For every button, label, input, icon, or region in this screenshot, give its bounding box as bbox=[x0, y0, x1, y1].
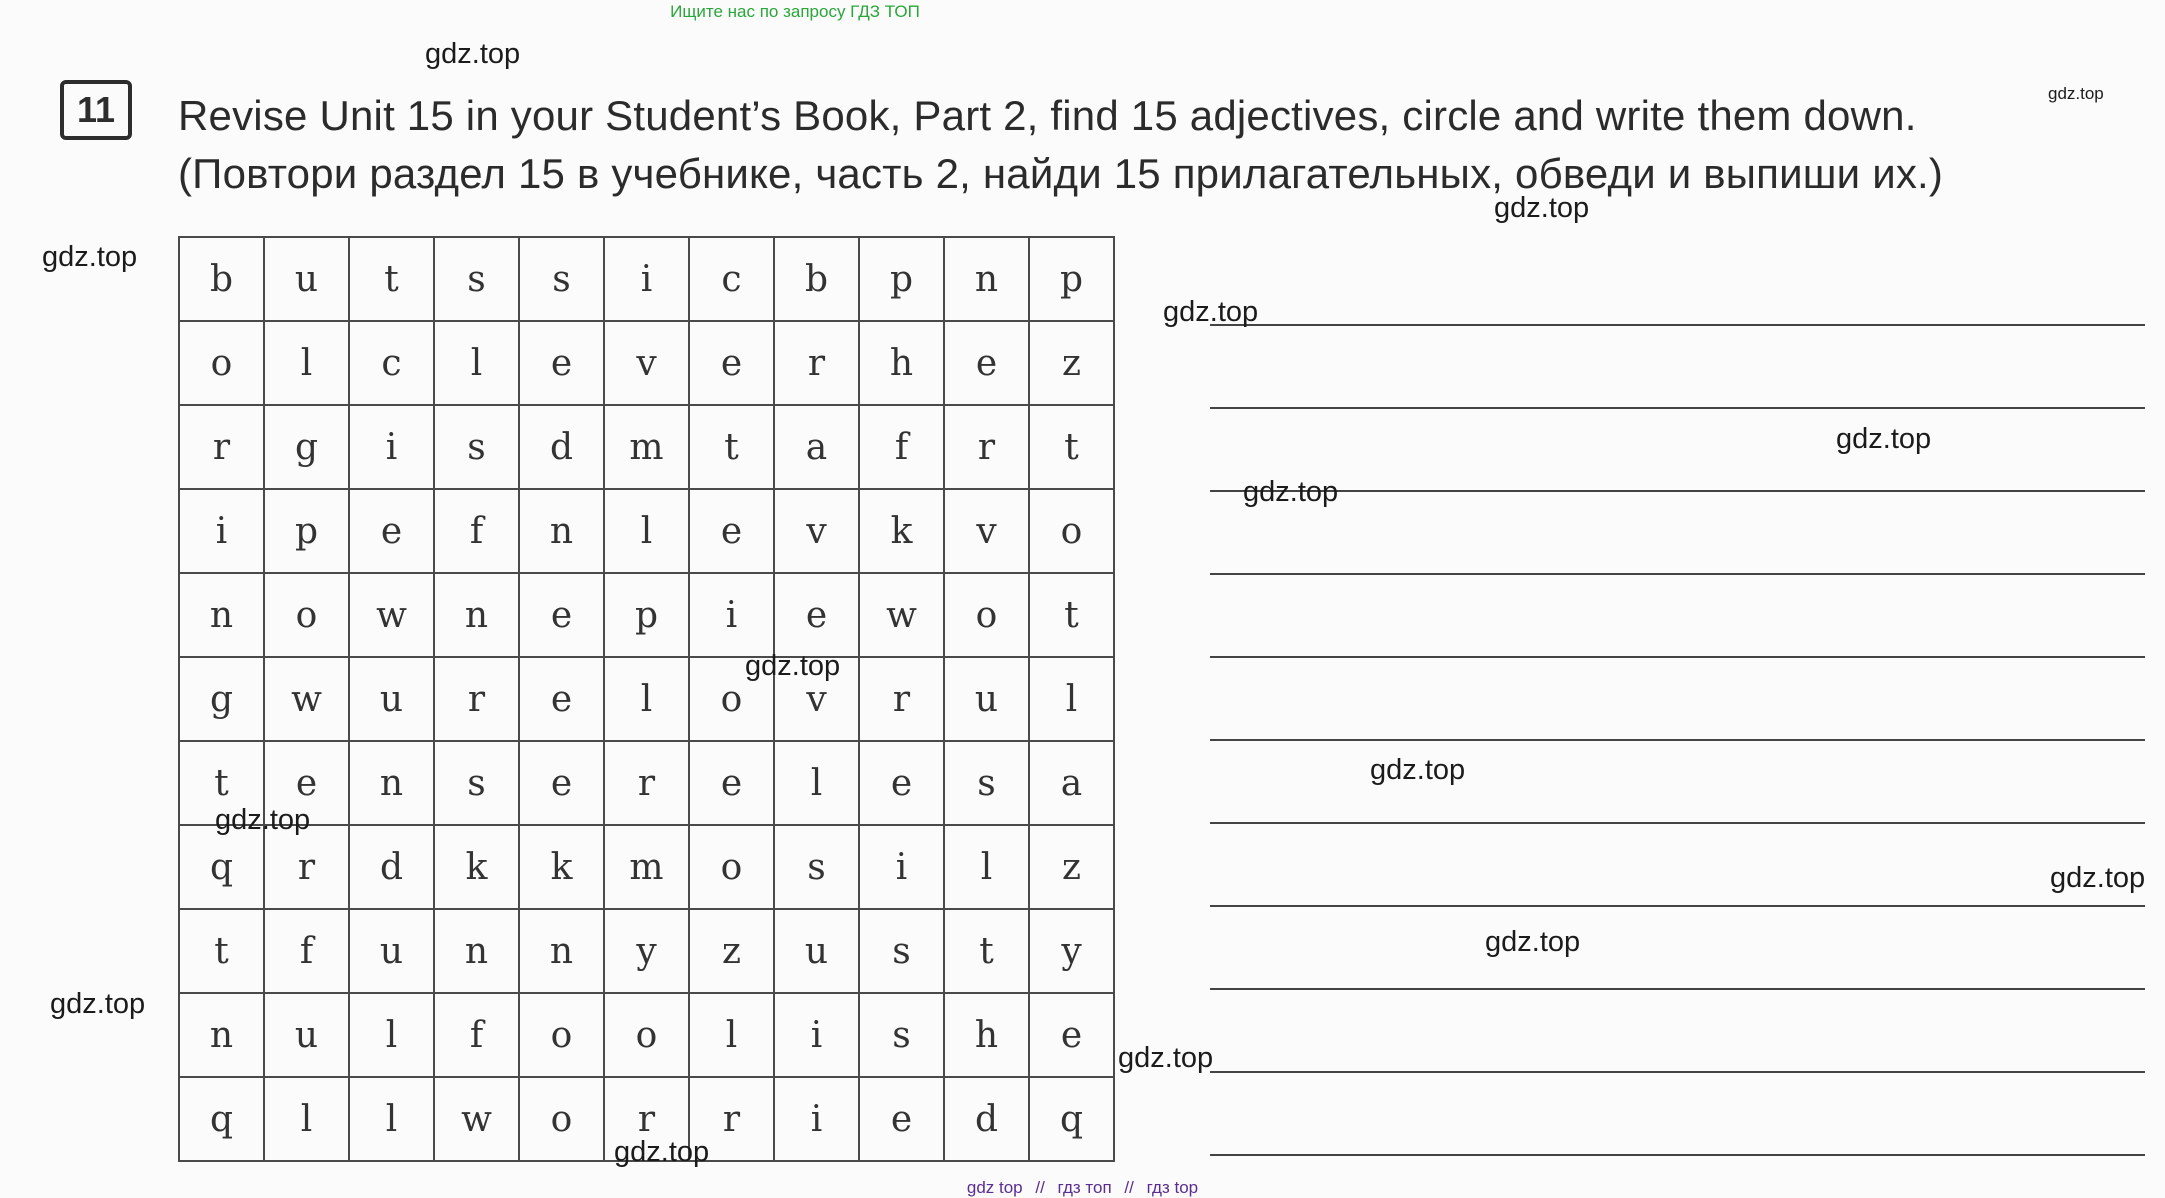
watermark: gdz.top bbox=[1118, 1042, 1214, 1074]
grid-letter-cell[interactable]: w bbox=[264, 657, 349, 741]
bottom-links bbox=[0, 1178, 2165, 1198]
grid-letter-cell[interactable]: u bbox=[264, 993, 349, 1077]
grid-letter-cell[interactable]: g bbox=[179, 657, 264, 741]
watermark: gdz.top bbox=[42, 241, 138, 273]
grid-letter-cell[interactable]: c bbox=[349, 321, 434, 405]
grid-letter-cell[interactable]: v bbox=[604, 321, 689, 405]
grid-letter-cell[interactable]: i bbox=[349, 405, 434, 489]
grid-letter-cell[interactable]: r bbox=[859, 657, 944, 741]
instruction-english: Revise Unit 15 in your Student’s Book, Part 2, find 15 adjectives, circle and write them down. bbox=[178, 92, 1917, 139]
grid-letter-cell[interactable]: s bbox=[774, 825, 859, 909]
grid-letter-cell[interactable]: e bbox=[519, 741, 604, 825]
grid-letter-cell[interactable]: p bbox=[1029, 237, 1114, 321]
grid-letter-cell[interactable]: v bbox=[774, 657, 859, 741]
grid-row bbox=[179, 405, 1114, 489]
grid-letter-cell[interactable]: s bbox=[519, 237, 604, 321]
grid-letter-cell[interactable]: l bbox=[604, 489, 689, 573]
grid-letter-cell[interactable]: s bbox=[859, 993, 944, 1077]
grid-letter-cell[interactable]: k bbox=[859, 489, 944, 573]
watermark: gdz.top bbox=[614, 1136, 710, 1168]
grid-letter-cell[interactable]: m bbox=[604, 825, 689, 909]
grid-letter-cell[interactable]: k bbox=[519, 825, 604, 909]
grid-letter-cell[interactable]: r bbox=[944, 405, 1029, 489]
grid-letter-cell[interactable]: l bbox=[434, 321, 519, 405]
grid-letter-cell[interactable]: f bbox=[859, 405, 944, 489]
watermark: gdz.top bbox=[1485, 926, 1581, 958]
grid-letter-cell[interactable]: o bbox=[944, 573, 1029, 657]
grid-letter-cell[interactable]: u bbox=[349, 657, 434, 741]
grid-letter-cell[interactable]: r bbox=[179, 405, 264, 489]
grid-letter-cell[interactable]: o bbox=[1029, 489, 1114, 573]
instruction-russian: (Повтори раздел 15 в учебнике, часть 2, найди 15 прилагательных, обведи и выпиши их.) bbox=[178, 150, 1944, 197]
grid-letter-cell[interactable]: i bbox=[179, 489, 264, 573]
grid-letter-cell[interactable]: r bbox=[604, 1077, 689, 1161]
grid-letter-cell[interactable]: t bbox=[1029, 573, 1114, 657]
grid-letter-cell[interactable]: l bbox=[689, 993, 774, 1077]
grid-letter-cell[interactable]: z bbox=[1029, 825, 1114, 909]
grid-row bbox=[179, 993, 1114, 1077]
grid-letter-cell[interactable]: u bbox=[944, 657, 1029, 741]
grid-letter-cell[interactable]: a bbox=[1029, 741, 1114, 825]
grid-letter-cell[interactable]: t bbox=[944, 909, 1029, 993]
grid-letter-cell[interactable]: n bbox=[349, 741, 434, 825]
grid-letter-cell[interactable]: s bbox=[859, 909, 944, 993]
answer-line[interactable] bbox=[1210, 739, 2145, 741]
grid-letter-cell[interactable]: e bbox=[774, 573, 859, 657]
bottom-separator: // bbox=[1124, 1178, 1134, 1197]
grid-letter-cell[interactable]: e bbox=[264, 741, 349, 825]
grid-row bbox=[179, 573, 1114, 657]
grid-letter-cell[interactable]: b bbox=[774, 237, 859, 321]
grid-row bbox=[179, 321, 1114, 405]
grid-letter-cell[interactable]: d bbox=[519, 405, 604, 489]
grid-letter-cell[interactable]: t bbox=[1029, 405, 1114, 489]
grid-letter-cell[interactable]: l bbox=[349, 993, 434, 1077]
grid-letter-cell[interactable]: o bbox=[604, 993, 689, 1077]
grid-letter-cell[interactable]: m bbox=[604, 405, 689, 489]
grid-letter-cell[interactable]: e bbox=[519, 321, 604, 405]
grid-letter-cell[interactable]: e bbox=[1029, 993, 1114, 1077]
answer-line[interactable] bbox=[1210, 1071, 2145, 1073]
grid-letter-cell[interactable]: n bbox=[434, 909, 519, 993]
grid-letter-cell[interactable]: w bbox=[434, 1077, 519, 1161]
grid-letter-cell[interactable]: l bbox=[1029, 657, 1114, 741]
grid-letter-cell[interactable]: t bbox=[349, 237, 434, 321]
grid-letter-cell[interactable]: l bbox=[944, 825, 1029, 909]
grid-letter-cell[interactable]: l bbox=[774, 741, 859, 825]
grid-letter-cell[interactable]: v bbox=[944, 489, 1029, 573]
grid-letter-cell[interactable]: l bbox=[264, 1077, 349, 1161]
grid-letter-cell[interactable]: o bbox=[689, 825, 774, 909]
grid-row bbox=[179, 825, 1114, 909]
grid-letter-cell[interactable]: r bbox=[774, 321, 859, 405]
grid-letter-cell[interactable]: l bbox=[604, 657, 689, 741]
grid-letter-cell[interactable]: e bbox=[519, 573, 604, 657]
grid-letter-cell[interactable]: s bbox=[434, 405, 519, 489]
grid-letter-cell[interactable]: s bbox=[944, 741, 1029, 825]
grid-row bbox=[179, 489, 1114, 573]
grid-letter-cell[interactable]: l bbox=[349, 1077, 434, 1161]
grid-letter-cell[interactable]: z bbox=[1029, 321, 1114, 405]
grid-letter-cell[interactable]: o bbox=[179, 321, 264, 405]
grid-letter-cell[interactable]: y bbox=[604, 909, 689, 993]
grid-letter-cell[interactable]: n bbox=[179, 993, 264, 1077]
task-number-badge: 11 bbox=[60, 80, 132, 140]
bottom-link[interactable]: гдз top bbox=[1146, 1178, 1199, 1197]
grid-letter-cell[interactable]: d bbox=[349, 825, 434, 909]
answer-line[interactable] bbox=[1210, 1154, 2145, 1156]
grid-letter-cell[interactable]: r bbox=[264, 825, 349, 909]
grid-letter-cell[interactable]: e bbox=[859, 1077, 944, 1161]
grid-letter-cell[interactable]: i bbox=[774, 1077, 859, 1161]
grid-row bbox=[179, 657, 1114, 741]
grid-letter-cell[interactable]: i bbox=[604, 237, 689, 321]
grid-letter-cell[interactable]: u bbox=[774, 909, 859, 993]
grid-letter-cell[interactable]: w bbox=[349, 573, 434, 657]
grid-letter-cell[interactable]: p bbox=[859, 237, 944, 321]
grid-letter-cell[interactable]: i bbox=[689, 573, 774, 657]
grid-letter-cell[interactable]: i bbox=[859, 825, 944, 909]
grid-letter-cell[interactable]: d bbox=[944, 1077, 1029, 1161]
grid-letter-cell[interactable]: v bbox=[774, 489, 859, 573]
grid-letter-cell[interactable]: g bbox=[264, 405, 349, 489]
grid-row bbox=[179, 741, 1114, 825]
watermark: gdz.top bbox=[1163, 296, 1259, 328]
grid-letter-cell[interactable]: y bbox=[1029, 909, 1114, 993]
grid-letter-cell[interactable]: o bbox=[264, 573, 349, 657]
answer-line[interactable] bbox=[1210, 407, 2145, 409]
grid-letter-cell[interactable]: r bbox=[689, 1077, 774, 1161]
watermark: gdz.top bbox=[1370, 754, 1466, 786]
grid-letter-cell[interactable]: k bbox=[434, 825, 519, 909]
grid-letter-cell[interactable]: n bbox=[519, 489, 604, 573]
grid-letter-cell[interactable]: e bbox=[349, 489, 434, 573]
grid-letter-cell[interactable]: s bbox=[434, 741, 519, 825]
answer-line[interactable] bbox=[1210, 490, 2145, 492]
grid-letter-cell[interactable]: w bbox=[859, 573, 944, 657]
grid-letter-cell[interactable]: t bbox=[179, 909, 264, 993]
grid-letter-cell[interactable]: a bbox=[774, 405, 859, 489]
grid-letter-cell[interactable]: r bbox=[434, 657, 519, 741]
grid-letter-cell[interactable]: f bbox=[434, 993, 519, 1077]
grid-letter-cell[interactable]: s bbox=[434, 237, 519, 321]
bottom-link[interactable]: гдз топ bbox=[1057, 1178, 1112, 1197]
grid-letter-cell[interactable]: t bbox=[689, 405, 774, 489]
watermark: gdz.top bbox=[1494, 192, 1590, 224]
watermark: gdz.top bbox=[425, 38, 521, 70]
grid-letter-cell[interactable]: q bbox=[1029, 1077, 1114, 1161]
grid-letter-cell[interactable]: h bbox=[859, 321, 944, 405]
grid-letter-cell[interactable]: h bbox=[944, 993, 1029, 1077]
grid-letter-cell[interactable]: f bbox=[434, 489, 519, 573]
grid-letter-cell[interactable]: o bbox=[689, 657, 774, 741]
answer-line[interactable] bbox=[1210, 573, 2145, 575]
grid-letter-cell[interactable]: i bbox=[774, 993, 859, 1077]
grid-letter-cell[interactable]: o bbox=[519, 993, 604, 1077]
watermark: gdz.top bbox=[1836, 423, 1932, 455]
grid-letter-cell[interactable]: e bbox=[944, 321, 1029, 405]
watermark: gdz.top bbox=[50, 988, 146, 1020]
grid-row bbox=[179, 909, 1114, 993]
grid-letter-cell[interactable]: e bbox=[859, 741, 944, 825]
grid-row bbox=[179, 237, 1114, 321]
watermark: gdz.top bbox=[2050, 862, 2146, 894]
grid-letter-cell[interactable]: z bbox=[689, 909, 774, 993]
watermark: gdz.top bbox=[215, 804, 311, 836]
answer-line[interactable] bbox=[1210, 905, 2145, 907]
grid-letter-cell[interactable]: e bbox=[689, 321, 774, 405]
grid-letter-cell[interactable]: t bbox=[179, 741, 264, 825]
watermark: gdz.top bbox=[1243, 476, 1339, 508]
watermark: gdz.top bbox=[745, 650, 841, 682]
grid-letter-cell[interactable]: e bbox=[519, 657, 604, 741]
bottom-link[interactable]: gdz top bbox=[966, 1178, 1023, 1197]
grid-letter-cell[interactable]: n bbox=[179, 573, 264, 657]
grid-letter-cell[interactable]: e bbox=[689, 489, 774, 573]
grid-letter-cell[interactable]: n bbox=[944, 237, 1029, 321]
grid-letter-cell[interactable]: b bbox=[179, 237, 264, 321]
grid-letter-cell[interactable]: p bbox=[264, 489, 349, 573]
grid-letter-cell[interactable]: q bbox=[179, 1077, 264, 1161]
grid-letter-cell[interactable]: p bbox=[604, 573, 689, 657]
grid-letter-cell[interactable]: n bbox=[519, 909, 604, 993]
grid-letter-cell[interactable]: r bbox=[604, 741, 689, 825]
answer-line[interactable] bbox=[1210, 324, 2145, 326]
grid-letter-cell[interactable]: q bbox=[179, 825, 264, 909]
grid-letter-cell[interactable]: e bbox=[689, 741, 774, 825]
watermark: gdz.top bbox=[2048, 84, 2104, 103]
grid-letter-cell[interactable]: c bbox=[689, 237, 774, 321]
grid-letter-cell[interactable]: n bbox=[434, 573, 519, 657]
grid-letter-cell[interactable]: u bbox=[349, 909, 434, 993]
top-search-note: Ищите нас по запросу ГДЗ ТОП bbox=[670, 2, 920, 21]
bottom-separator: // bbox=[1035, 1178, 1045, 1197]
grid-letter-cell[interactable]: f bbox=[264, 909, 349, 993]
word-search-grid bbox=[178, 236, 1115, 1162]
grid-letter-cell[interactable]: o bbox=[519, 1077, 604, 1161]
answer-line[interactable] bbox=[1210, 988, 2145, 990]
answer-line[interactable] bbox=[1210, 822, 2145, 824]
answer-line[interactable] bbox=[1210, 656, 2145, 658]
grid-letter-cell[interactable]: l bbox=[264, 321, 349, 405]
grid-letter-cell[interactable]: u bbox=[264, 237, 349, 321]
